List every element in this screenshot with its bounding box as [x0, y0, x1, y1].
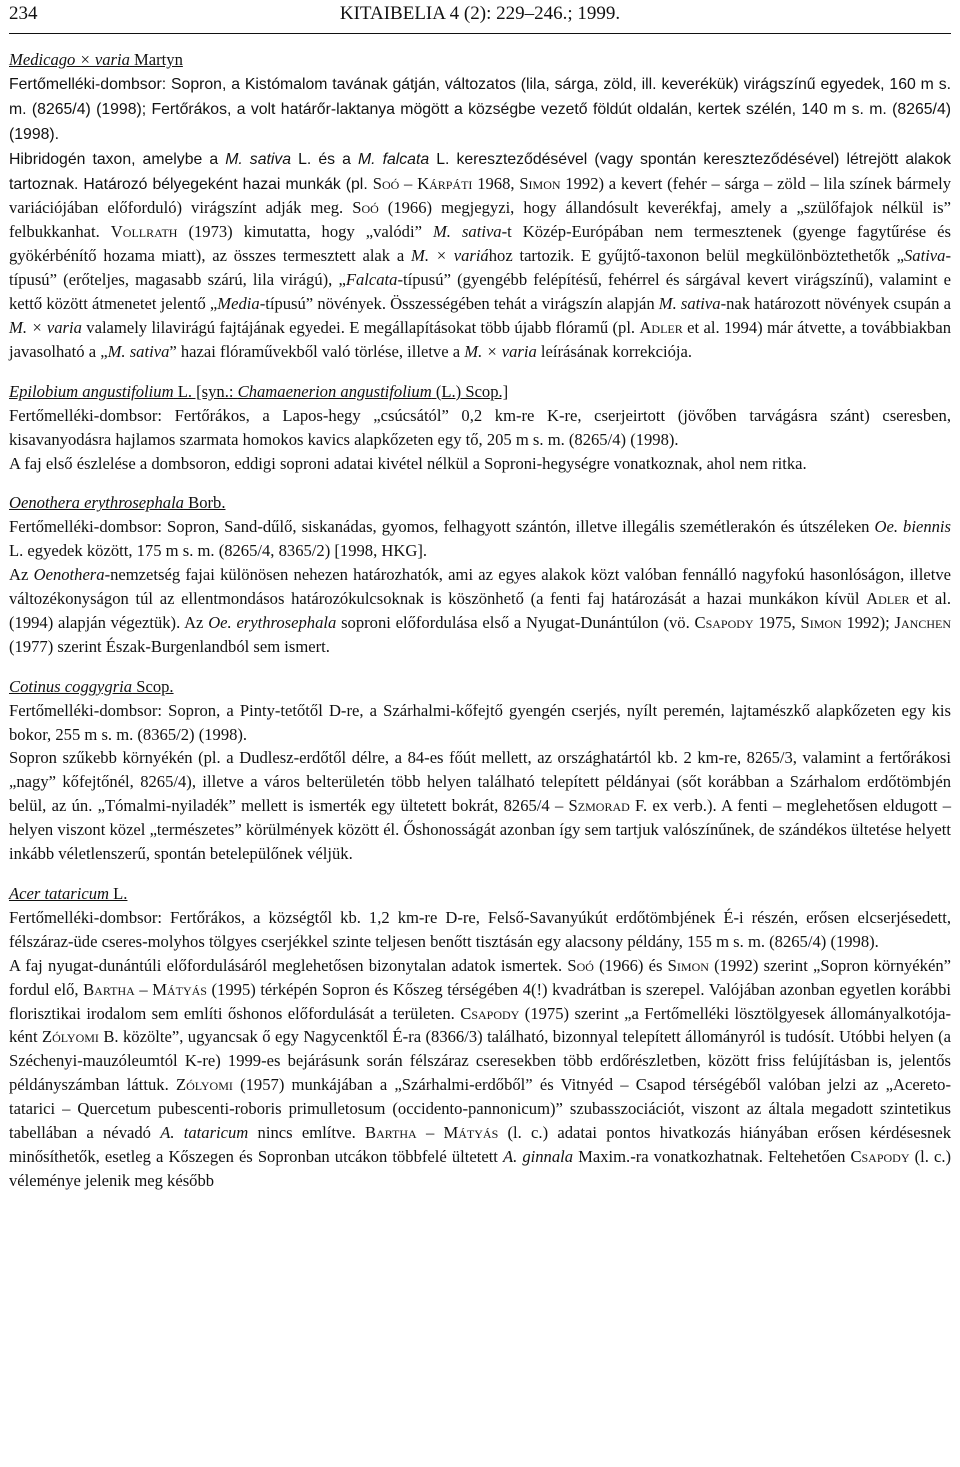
body-paragraph: Fertőmelléki-dombsor: Sopron, a Kistómalom tavának gátján, változatos (lila, sárga, zöld, ill. keverékük) virágszínű egyedek, 160 m s. m. (8265/4) (1998); Fertőrákos, a volt határőr-laktanya mögött a községbe vezető földút oldalán, kertek szélén, 140 m s. m. (8265/4) (1998).	[9, 75, 951, 143]
author-citation: Adler	[866, 589, 910, 609]
body-paragraph: A faj első észlelése a dombsoron, eddigi soproni adatai kivétel nélkül a Soproni-hegységre vonatkoznak, ahol nem ritka.	[9, 453, 807, 473]
taxon-heading	[9, 675, 951, 699]
article-body	[9, 48, 951, 1193]
author-citation: Mátyás	[443, 1123, 499, 1143]
author-citation: Simon	[519, 173, 561, 193]
taxon-heading	[9, 380, 951, 404]
taxon-heading	[9, 48, 951, 72]
author-citation: Vollrath	[110, 222, 178, 242]
author-citation: Zólyomi	[175, 1075, 233, 1095]
author-citation: Soó	[352, 198, 379, 218]
body-paragraph: Sopron szűkebb környékén (pl. a Dudlesz-erdőtől délre, a 84-es főút mellett, az országhatártól kb. 2 km-re, 8265/3, valamint a fertőrákosi „nagy” kőfejtőnél, 8265/4), illetve a város belterületén több helyen található telepített példányai (sőt korábban a Szárhalom erdőtömbjén belül, az ún. „Tómalmi-nyiladék” mellett is ismerték egy ültetett bokrát, 8265/4 – Szmorad F. ex verb.). A fenti – meglehetősen eldugott – helyen viszont közel „természetes” körülmények között él. Őshonosságát azonban így sem tartjuk valószínűnek, de szándékos ültetése helyett inkább véletlenszerű, spontán betelepülőnek véljük.	[9, 748, 952, 864]
author-citation: Csapody	[460, 1003, 520, 1023]
journal-page	[9, 0, 951, 1193]
journal-citation: KITAIBELIA 4 (2): 229–246.; 1999.	[339, 3, 621, 24]
author-citation: Zólyomi	[42, 1027, 99, 1047]
author-citation: Adler	[639, 317, 683, 337]
running-header	[9, 0, 951, 34]
author-citation: Szmorad	[568, 796, 630, 816]
body-paragraph: Fertőmelléki-dombsor: Fertőrákos, a Lapos-hegy „csúcsától” 0,2 km-re K-re, cserjeirtott (jövőben tarvágásra szánt) cseresben, kisavanyodásra hajlamos szarmata homokos kavics alapkőzeten egy tő, 205 m s. m. (8265/4) (1998).	[9, 405, 951, 449]
author-citation: Mátyás	[152, 979, 207, 999]
taxon-name: Epilobium angustifolium L. [syn.: Chamaenerion angustifolium (L.) Scop.]	[9, 381, 509, 401]
taxon-name: Cotinus coggygria Scop.	[9, 676, 174, 696]
author-citation: Csapody	[694, 612, 754, 632]
body-paragraph: Hibridogén taxon, amelybe a M. sativa L. és a M. falcata L. kereszteződésével (vagy spontán kereszteződésével) létrejött alakok tartoznak. Határozó bélyegeként hazai munkák (pl. Soó – Kárpáti 1968, Simon 1992) a kevert (fehér – sárga – zöld – lila színek bármely variációjában előforduló) virágszínt adják meg. Soó (1966) megjegyzi, hogy állandósult keverékfaj, amely a „szülőfajok nélkül is” felbukkanhat. Vollrath (1973) kimutatta, hogy „valódi” M. sativa-t Közép-Európában nem termesztenek (gyenge fagytűrése és gyökérbénítő hozama miatt), az összes termesztett alak a M. × variához tartozik. E gyűjtő-taxonon belül megkülönböztethetők „Sativa-típusú” (erőteljes, magasabb szárú, lila virágú), „Falcata-típusú” (gyengébb felépítésű, fehérrel és sárgával kevert virágszínű), valamint e kettő között átmenetet jelentő „Media-típusú” növények. Összességében tehát a virágszín alapján M. sativa-nak határozott növények csupán a M. × varia valamely lilavirágú fajtájának egyedei. E megállapításokat több újabb flóramű (pl. Adler et al. 1994) már átvette, a továbbiakban javasolható a „M. sativa” hazai flóraművekből való törlése, illetve a M. × varia leírásának korrekciója.	[9, 150, 952, 361]
body-paragraph: A faj nyugat-dunántúli előfordulásáról meglehetősen bizonytalan adatok ismertek. Soó (1966) és Simon (1992) szerint „Sopron környékén” fordul elő, Bartha – Mátyás (1995) térképén Sopron és Kőszeg térségében 4(!) kvadrátban is szerepel. Valójában azonban egyetlen korábbi florisztikai irodalom sem említi őshonos előfordulását a területen. Csapody (1975) szerint „a Fertőmelléki lösztölgyesek állományalkotója-ként Zólyomi B. közölte”, ugyancsak ő egy Nagycenktől É-ra (8366/3) található, bizonnyal telepített állományról is tudósít. Utóbbi helyen (a Széchenyi-mauzóleumtól K-re) 1999-es bejárásunk során félszáraz cseresekben több erdőrészletben, között friss felújításban is, jelentős példányszámban láttuk. Zólyomi (1957) munkájában a „Szárhalmi-erdőből” és Vitnyéd – Csapod térségéből valóban jelzi az „Acereto-tatarici – Quercetum pubescenti-roboris primulletosum (occidento-pannonicum)” szubasszociációt, viszont az általa megadott szintetikus tabellában a névadó A. tataricum nincs említve. Bartha – Mátyás (l. c.) adatai pontos hivatkozás hiányában erősen kérdésesnek minősíthetők, esetleg a Kőszegen és Sopronban utcákon többfelé ültetett A. ginnala Maxim.-ra vonatkozhatnak. Feltehetően Csapody (l. c.) véleménye jelenik meg később	[9, 955, 952, 1190]
author-citation: Soó	[372, 173, 400, 193]
taxon-heading	[9, 882, 951, 906]
body-paragraph: Az Oenothera-nemzetség fajai különösen nehezen határozhatók, ami az egyes alakok közt valóban fennálló nagyfokú hasonlóságon, illetve változékonyságon túl az ellentmondásos határozókulcsoknak is köszönhető (a fenti faj határozását a hazai munkákon kívül Adler et al. (1994) alapján végeztük). Az Oe. erythrosephala soproni előfordulása első a Nyugat-Dunántúlon (vö. Csapody 1975, Simon 1992); Janchen (1977) szerint Észak-Burgenlandból sem ismert.	[9, 565, 952, 656]
author-citation: Csapody	[850, 1146, 910, 1166]
body-paragraph: Fertőmelléki-dombsor: Fertőrákos, a községtől kb. 1,2 km-re D-re, Felső-Savanyúkút erdőtömbjének É-i részén, erősen elcserjésedett, félszáraz-üde cseres-molyhos tölgyes cserjékkel szinte teljesen benőtt tisztásán egy alacsony példány, 155 m s. m. (8265/4) (1998).	[9, 907, 951, 951]
author-citation: Bartha	[83, 979, 135, 999]
taxon-heading	[9, 491, 951, 515]
taxon-name: Oenothera erythrosephala Borb.	[9, 493, 226, 513]
author-citation: Kárpáti	[417, 173, 473, 193]
taxon-name: Medicago × varia Martyn	[9, 50, 183, 69]
author-citation: Janchen	[894, 612, 952, 632]
author-citation: Simon	[800, 612, 842, 632]
body-paragraph: Fertőmelléki-dombsor: Sopron, a Pinty-tetőtől D-re, a Szárhalmi-kőfejtő gyengén cserjés, nyílt peremén, lajtamészkő alapkőzeten egy kis bokor, 255 m s. m. (8365/2) (1998).	[9, 700, 951, 744]
author-citation: Bartha	[365, 1123, 417, 1143]
page-number: 234	[9, 3, 38, 24]
body-paragraph: Fertőmelléki-dombsor: Sopron, Sand-dűlő, siskanádas, gyomos, felhagyott szántón, illetve illegális szemétlerakón és útszéleken Oe. biennis L. egyedek között, 175 m s. m. (8265/4, 8365/2) [1998, HKG].	[9, 517, 951, 561]
taxon-name: Acer tataricum L.	[9, 884, 128, 903]
author-citation: Simon	[667, 955, 709, 975]
author-citation: Soó	[567, 955, 594, 975]
